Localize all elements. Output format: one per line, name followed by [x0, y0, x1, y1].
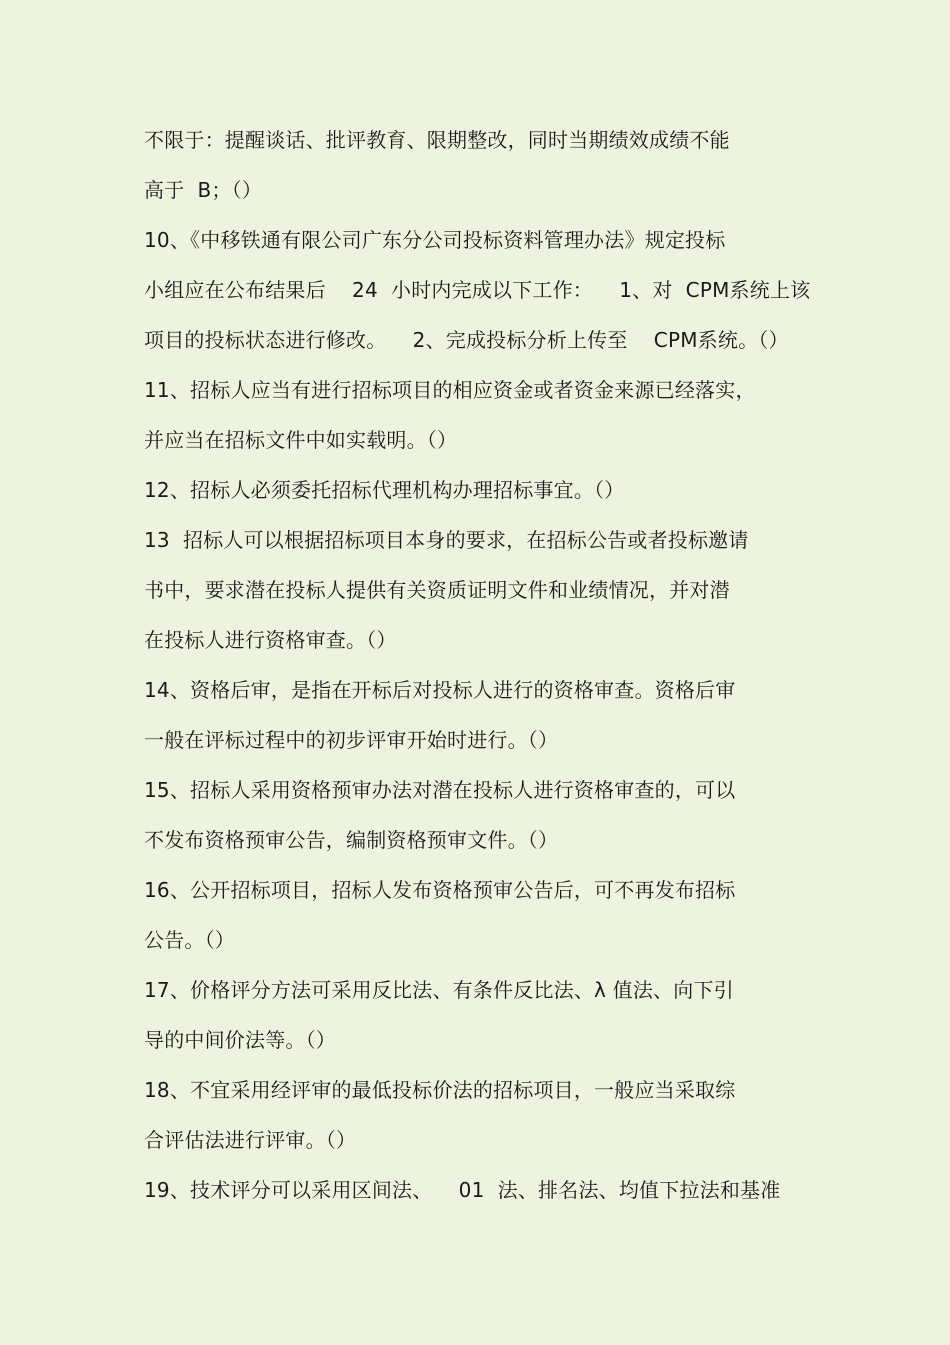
question-18-line-1: 18、不宜采用经评审的最低投标价法的招标项目，一般应当采取综: [144, 1078, 736, 1102]
question-16-line-1: 16、公开招标项目，招标人发布资格预审公告后，可不再发布招标: [144, 878, 736, 902]
question-16-line-2: 公告。（）: [144, 928, 235, 952]
question-13-line-3: 在投标人进行资格审查。（）: [144, 628, 397, 652]
question-15-line-1: 15、招标人采用资格预审办法对潜在投标人进行资格审查的，可以: [144, 778, 736, 802]
question-17-line-2: 导的中间价法等。（）: [144, 1028, 336, 1052]
question-19-line-1: 19、技术评分可以采用区间法、 01 法、排名法、均值下拉法和基准: [144, 1178, 781, 1202]
question-12-line-1: 12、招标人必须委托招标代理机构办理招标事宜。（）: [144, 478, 625, 502]
text-body: [144, 122, 884, 1222]
question-11-line-2: 并应当在招标文件中如实载明。（）: [144, 428, 458, 452]
question-10-line-3: 项目的投标状态进行修改。 2、完成投标分析上传至 CPM系统。（）: [144, 328, 789, 352]
question-18-line-2: 合评估法进行评审。（）: [144, 1128, 357, 1152]
question-15-line-2: 不发布资格预审公告，编制资格预审文件。（）: [144, 828, 559, 852]
text-line: 不限于：提醒谈话、批评教育、限期整改，同时当期绩效成绩不能: [144, 128, 730, 152]
question-11-line-1: 11、招标人应当有进行招标项目的相应资金或者资金来源已经落实，: [144, 378, 756, 402]
question-17-line-1: 17、价格评分方法可采用反比法、有条件反比法、λ 值法、向下引: [144, 978, 734, 1002]
question-14-line-1: 14、资格后审，是指在开标后对投标人进行的资格审查。资格后审: [144, 678, 736, 702]
text-line: 高于 B；（）: [144, 178, 263, 202]
question-10-line-1: 10、《中移铁通有限公司广东分公司投标资料管理办法》规定投标: [144, 228, 726, 252]
question-13-line-1: 13 招标人可以根据招标项目本身的要求，在招标公告或者投标邀请: [144, 528, 749, 552]
question-10-line-2: 小组应在公布结果后 24 小时内完成以下工作： 1、对 CPM系统上该: [144, 278, 811, 302]
question-13-line-2: 书中，要求潜在投标人提供有关资质证明文件和业绩情况，并对潜: [144, 578, 730, 602]
question-14-line-2: 一般在评标过程中的初步评审开始时进行。（）: [144, 728, 559, 752]
